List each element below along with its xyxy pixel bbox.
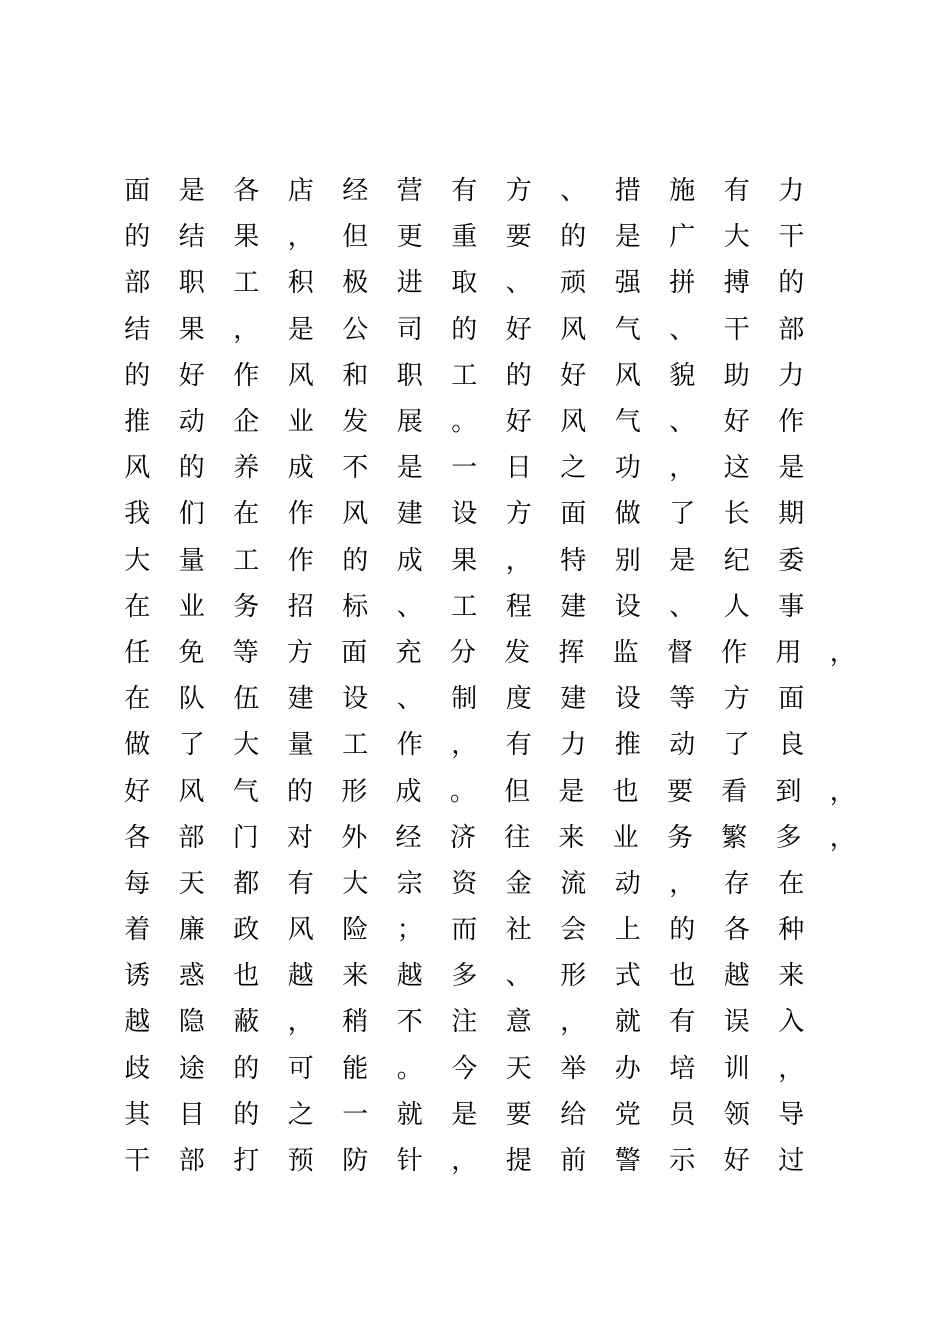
- text-line: 各 部 门 对 外 经 济 往 来 业 务 繁 多 ，: [124, 822, 856, 853]
- text-line: 歧 途 的 可 能 。 今 天 举 办 培 训 ，: [124, 1053, 805, 1084]
- text-line: 我 们 在 作 风 建 设 方 面 做 了 长 期: [124, 499, 805, 530]
- text-line: 任 免 等 方 面 充 分 发 挥 监 督 作 用 ，: [124, 637, 856, 668]
- text-line: 在 队 伍 建 设 、 制 度 建 设 等 方 面: [124, 684, 805, 715]
- text-line: 部 职 工 积 极 进 取 、 顽 强 拼 搏 的: [124, 268, 805, 299]
- text-line: 在 业 务 招 标 、 工 程 建 设 、 人 事: [124, 591, 805, 622]
- text-line: 诱 惑 也 越 来 越 多 、 形 式 也 越 来: [124, 961, 805, 992]
- text-line: 每 天 都 有 大 宗 资 金 流 动 ， 存 在: [124, 868, 805, 899]
- text-line: 风 的 养 成 不 是 一 日 之 功 ， 这 是: [124, 453, 805, 484]
- text-line: 推 动 企 业 发 展 。 好 风 气 、 好 作: [124, 407, 805, 438]
- text-line: 越 隐 蔽 ， 稍 不 注 意 ， 就 有 误 入: [124, 1007, 805, 1038]
- text-line: 的 好 作 风 和 职 工 的 好 风 貌 助 力: [124, 360, 805, 391]
- text-line: 干 部 打 预 防 针 ， 提 前 警 示 好 过: [124, 1146, 805, 1177]
- body-text: [110, 168, 870, 1184]
- text-line: 着 廉 政 风 险 ； 而 社 会 上 的 各 种: [124, 915, 805, 946]
- text-line: 大 量 工 作 的 成 果 ， 特 别 是 纪 委: [124, 545, 805, 576]
- text-line: 做 了 大 量 工 作 ， 有 力 推 动 了 良: [124, 730, 805, 761]
- text-line: 的 结 果 ， 但 更 重 要 的 是 广 大 干: [124, 222, 805, 253]
- text-line: 结 果 ， 是 公 司 的 好 风 气 、 干 部: [124, 314, 805, 345]
- text-line: 其 目 的 之 一 就 是 要 给 党 员 领 导: [124, 1099, 805, 1130]
- text-line: 好 风 气 的 形 成 。 但 是 也 要 看 到 ，: [124, 776, 856, 807]
- text-line: 面 是 各 店 经 营 有 方 、 措 施 有 力: [124, 176, 805, 207]
